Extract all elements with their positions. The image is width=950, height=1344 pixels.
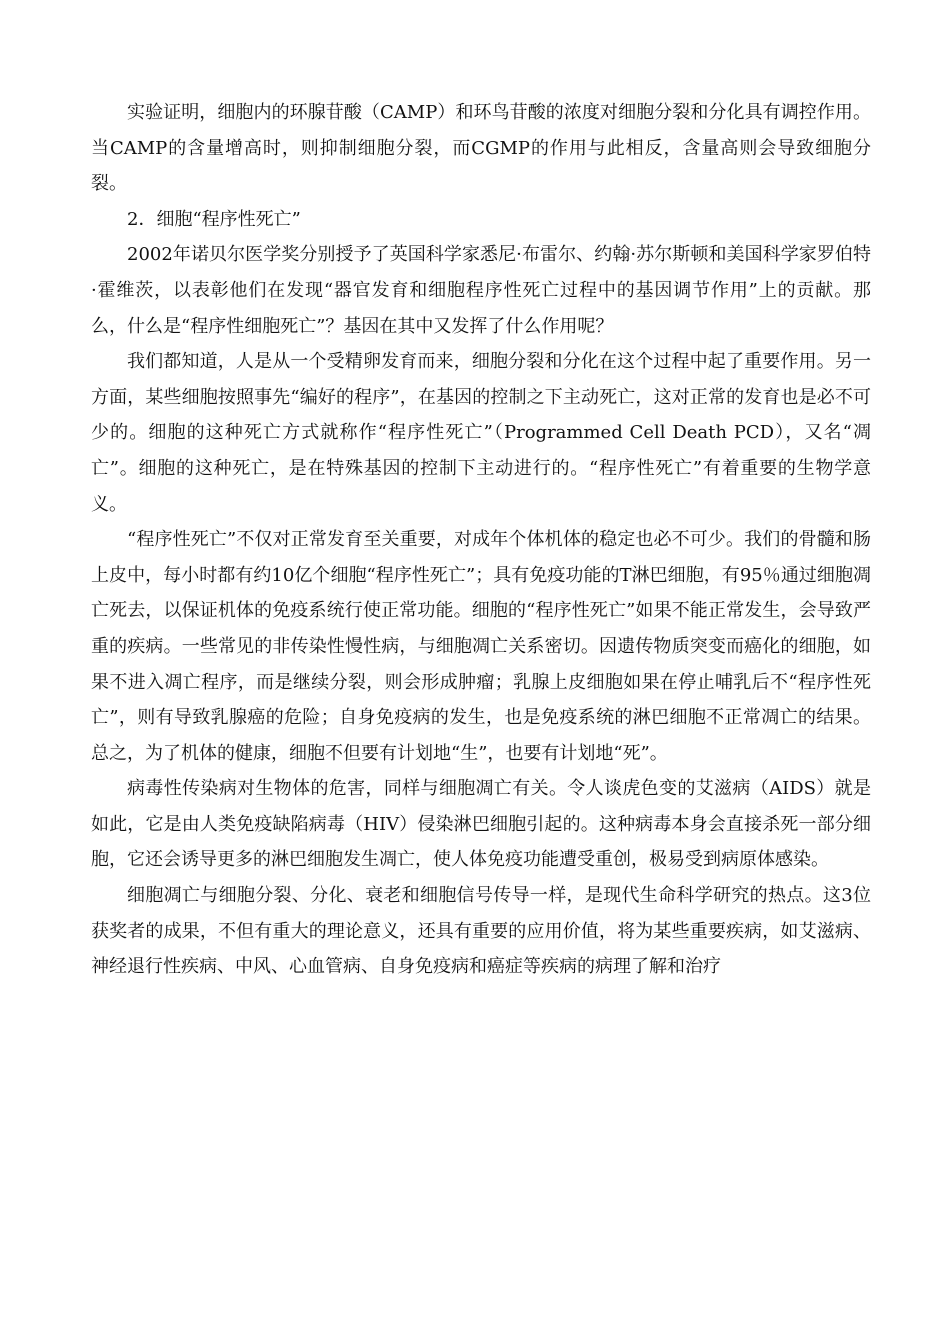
section-heading-programmed-death: 2．细胞“程序性死亡”	[127, 208, 301, 230]
paragraph-pcd-importance: “程序性死亡”不仅对正常发育至关重要，对成年个体机体的稳定也必不可少。我们的骨髓和肠上皮中，每小时都有约10亿个细胞“程序性死亡”；具有免疫功能的T淋巴细胞，有95％通过细胞凋亡死去，以保证机体的免疫系统行使正常功能。细胞的“程序性死亡”如果不能正常发生，会导致严重的疾病。一些常见的非传染性慢性病，与细胞凋亡关系密切。因遗传物质突变而癌化的细胞，如果不进入凋亡程序，而是继续分裂，则会形成肿瘤；乳腺上皮细胞如果在停止哺乳后不“程序性死亡”，则有导致乳腺癌的危险；自身免疫病的发生，也是免疫系统的淋巴细胞不正常凋亡的结果。总之，为了机体的健康，细胞不但要有计划地“生”，也要有计划地“死”。	[91, 529, 871, 764]
paragraph-nobel-prize: 2002年诺贝尔医学奖分别授予了英国科学家悉尼·布雷尔、约翰·苏尔斯顿和美国科学家罗伯特·霍维茨，以表彰他们在发现“器官发育和细胞程序性死亡过程中的基因调节作用”上的贡献。那么，什么是“程序性细胞死亡”？基因在其中又发挥了什么作用呢？	[91, 244, 871, 337]
document-body	[91, 95, 871, 985]
paragraph-viral-disease: 病毒性传染病对生物体的危害，同样与细胞凋亡有关。令人谈虎色变的艾滋病（AIDS）就是如此，它是由人类免疫缺陷病毒（HIV）侵染淋巴细胞引起的。这种病毒本身会直接杀死一部分细胞，它还会诱导更多的淋巴细胞发生凋亡，使人体免疫功能遭受重创，极易受到病原体感染。	[91, 778, 871, 871]
paragraph-research-significance: 细胞凋亡与细胞分裂、分化、衰老和细胞信号传导一样，是现代生命科学研究的热点。这3位获奖者的成果，不但有重大的理论意义，还具有重要的应用价值，将为某些重要疾病，如艾滋病、神经退行性疾病、中风、心血管病、自身免疫病和癌症等疾病的病理了解和治疗	[91, 885, 871, 978]
paragraph-pcd-definition: 我们都知道，人是从一个受精卵发育而来，细胞分裂和分化在这个过程中起了重要作用。另一方面，某些细胞按照事先“编好的程序”，在基因的控制之下主动死亡，这对正常的发育也是必不可少的。细胞的这种死亡方式就称作“程序性死亡”（Programmed Cell Death PCD），又名“凋亡”。细胞的这种死亡，是在特殊基因的控制下主动进行的。“程序性死亡”有着重要的生物学意义。	[91, 351, 871, 515]
paragraph-camp-regulation: 实验证明，细胞内的环腺苷酸（CAMP）和环鸟苷酸的浓度对细胞分裂和分化具有调控作用。当CAMP的含量增高时，则抑制细胞分裂，而CGMP的作用与此相反，含量高则会导致细胞分裂。	[91, 102, 871, 195]
